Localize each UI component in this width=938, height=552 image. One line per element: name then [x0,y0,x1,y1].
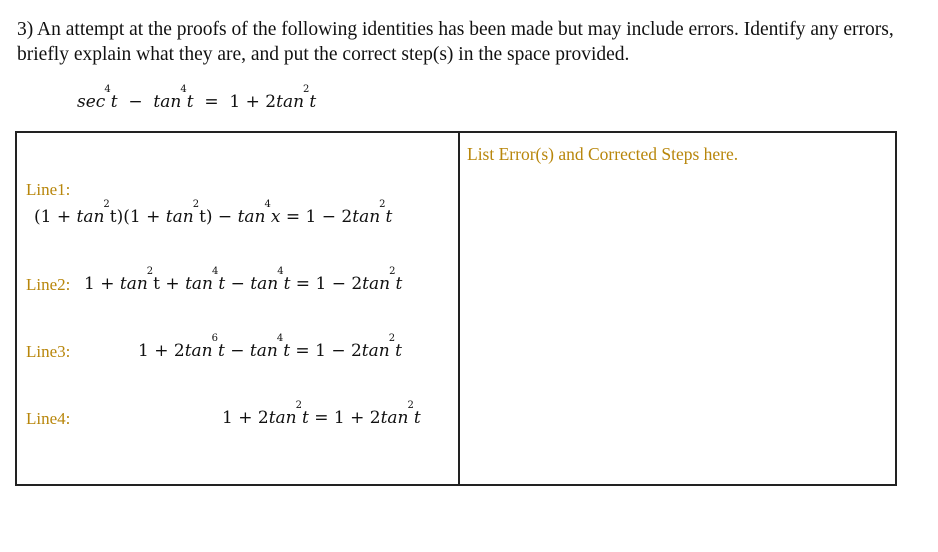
line3-label: Line3: [26,342,71,361]
line2-equation: $1 + \tan^2t + \tan^4t - \tan^4t = 1 - 2\tan^2t$ [84,266,403,294]
proof-box [15,131,460,486]
answer-hint: List Error(s) and Corrected Steps here. [467,144,739,164]
answer-box[interactable] [458,131,897,486]
identity-equation: $\sec^4t - \tan^4t = 1 + 2\tan^2t$ [77,84,317,112]
line1-label: Line1: [26,180,71,199]
line3-equation: $1 + 2\tan^6t - \tan^4t = 1 - 2\tan^2t$ [138,333,402,361]
question-text: 3) An attempt at the proofs of the following identities has been made but may include errors. Identify any errors, briefly explain what they are, and put the correct step(s) in the space provided. [17,19,894,65]
line2-label: Line2: [26,275,71,294]
line1-equation: $(1 + \tan^2t)(1 + \tan^2t) - \tan^4x = 1 - 2\tan^2t$ [34,199,393,227]
line4-label: Line4: [26,409,71,428]
line4-equation: $1 + 2\tan^2t = 1 + 2\tan^2t$ [222,400,421,428]
